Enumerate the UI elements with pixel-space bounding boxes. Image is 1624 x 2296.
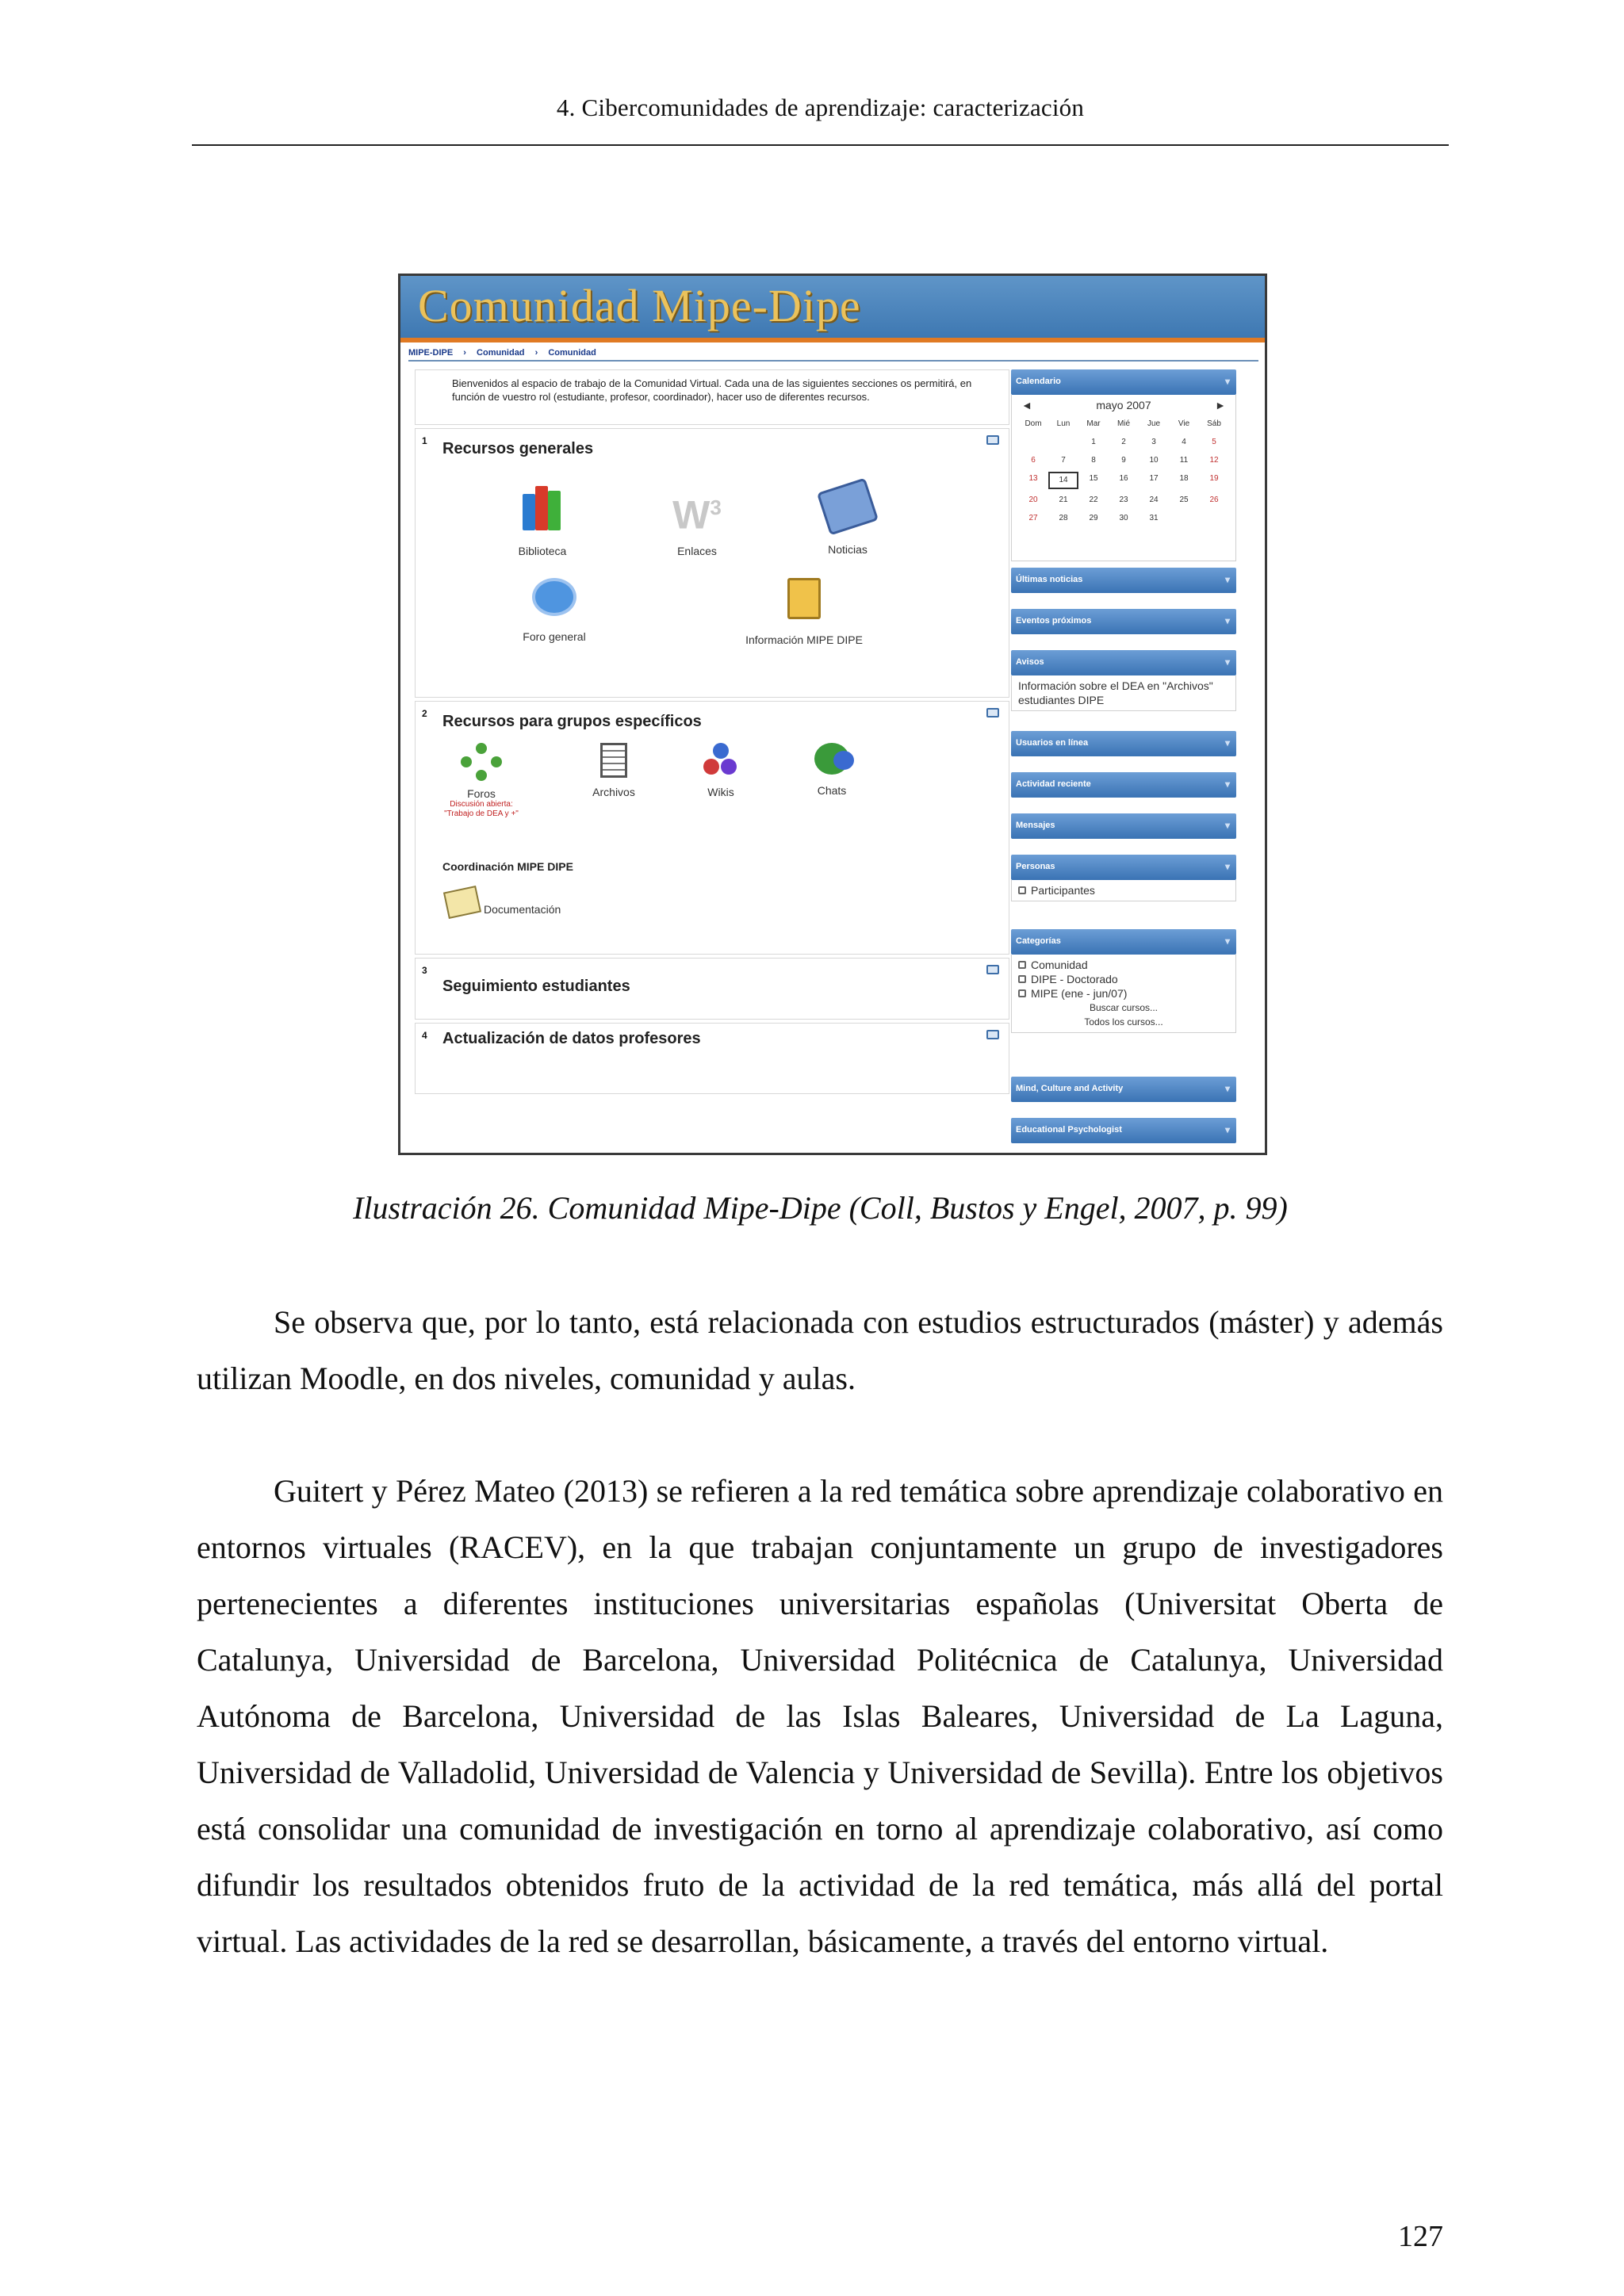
category-icon <box>1018 989 1026 997</box>
resource-label: Wikis <box>707 786 734 798</box>
coordination-heading: Coordinación MIPE DIPE <box>442 860 573 873</box>
calendar-day[interactable]: 1 <box>1091 438 1096 446</box>
calendar-day[interactable]: 19 <box>1209 474 1219 483</box>
calendar-day[interactable]: 15 <box>1089 474 1098 483</box>
calendar-day[interactable]: 16 <box>1119 474 1128 483</box>
calendar-day[interactable]: 9 <box>1121 456 1126 465</box>
participants-link[interactable] <box>1018 883 1229 897</box>
calendar-day <box>1048 435 1078 450</box>
section-number: 2 <box>422 708 427 719</box>
calendar-day[interactable]: 2 <box>1121 438 1126 446</box>
messages-block <box>1011 813 1236 839</box>
calendar-grid <box>1018 417 1229 526</box>
notices-body: Información sobre el DEA en "Archivos" estudiantes DIPE <box>1011 675 1236 711</box>
speech-bubble-icon <box>532 578 576 616</box>
calendar-day[interactable]: 10 <box>1149 456 1159 465</box>
block-header[interactable]: Categorías ▾ <box>1011 929 1236 955</box>
categories-block <box>1011 929 1236 1033</box>
resource-foro-general[interactable] <box>507 578 602 643</box>
breadcrumb <box>408 346 1258 362</box>
people-block <box>1011 855 1236 901</box>
block-header[interactable]: Mind, Culture and Activity ▾ <box>1011 1077 1236 1102</box>
wiki-icon <box>703 743 738 778</box>
chat-icon <box>814 743 849 775</box>
section-number: 1 <box>422 435 427 446</box>
calendar-day-header: Lun <box>1056 419 1071 428</box>
calendar-day <box>1199 511 1229 526</box>
calendar-day[interactable]: 25 <box>1179 496 1189 504</box>
resource-archivos[interactable] <box>574 743 653 798</box>
section-title: Recursos generales <box>442 440 594 457</box>
newspaper-icon <box>817 477 879 535</box>
breadcrumb-separator: › <box>463 348 466 358</box>
forum-note: "Trabajo de DEA y +" <box>444 809 519 818</box>
resource-biblioteca[interactable] <box>499 484 586 557</box>
resource-wikis[interactable] <box>681 743 760 798</box>
block-header[interactable]: Avisos ▾ <box>1011 650 1236 675</box>
resource-label: Archivos <box>592 786 635 798</box>
resource-informacion[interactable] <box>717 578 891 646</box>
calendar-day[interactable]: 11 <box>1179 456 1189 465</box>
upcoming-events-block <box>1011 609 1236 634</box>
block-header[interactable]: Eventos próximos ▾ <box>1011 609 1236 634</box>
breadcrumb-item[interactable]: Comunidad <box>477 348 525 358</box>
people-body <box>1011 880 1236 901</box>
calendar-day-header: Mar <box>1086 419 1101 428</box>
calendar-day[interactable]: 3 <box>1151 438 1156 446</box>
page-number: 127 <box>1398 2220 1443 2253</box>
calendar-day[interactable]: 27 <box>1028 514 1038 522</box>
breadcrumb-item[interactable]: MIPE-DIPE <box>408 348 454 358</box>
forum-tree-icon <box>458 743 505 781</box>
block-header[interactable]: Mensajes ▾ <box>1011 813 1236 839</box>
notices-block <box>1011 650 1236 711</box>
breadcrumb-item: Comunidad <box>548 348 596 358</box>
category-icon <box>1018 975 1026 983</box>
books-icon <box>519 484 565 530</box>
all-courses-link[interactable]: Todos los cursos... <box>1084 1016 1163 1027</box>
category-link[interactable] <box>1018 972 1229 986</box>
calendar-day-header: Dom <box>1025 419 1042 428</box>
section-student-tracking <box>415 958 1009 1020</box>
breadcrumb-separator: › <box>534 348 538 358</box>
ep-block <box>1011 1118 1236 1143</box>
calendar-day[interactable]: 14 <box>1048 472 1078 489</box>
category-link[interactable] <box>1018 986 1229 1001</box>
category-icon <box>1018 961 1026 969</box>
section-teacher-update <box>415 1023 1009 1094</box>
collapse-icon[interactable] <box>986 708 999 718</box>
section-general-resources <box>415 428 1009 698</box>
latest-news-block <box>1011 568 1236 593</box>
category-link[interactable] <box>1018 958 1229 972</box>
categories-body <box>1011 955 1236 1033</box>
resource-label: Foro general <box>523 630 586 643</box>
calendar-day[interactable]: 8 <box>1091 456 1096 465</box>
block-header[interactable]: Personas ▾ <box>1011 855 1236 880</box>
calendar-day[interactable]: 26 <box>1209 496 1219 504</box>
next-month-icon[interactable]: ► <box>1215 399 1226 411</box>
calendar-day[interactable]: 24 <box>1149 496 1159 504</box>
body-paragraph <box>197 1294 1443 1406</box>
search-courses-link[interactable]: Buscar cursos... <box>1089 1002 1159 1013</box>
running-header: 4. Cibercomunidades de aprendizaje: caracterización <box>556 94 1085 121</box>
folder-icon <box>443 886 481 919</box>
calendar-day[interactable]: 22 <box>1089 496 1098 504</box>
block-header[interactable]: Actividad reciente ▾ <box>1011 772 1236 798</box>
resource-enlaces[interactable] <box>653 484 741 557</box>
calendar-day <box>1169 511 1199 526</box>
resource-label: Noticias <box>828 543 868 556</box>
resource-chats[interactable] <box>792 743 871 797</box>
calendar-day[interactable]: 12 <box>1209 456 1219 465</box>
resource-noticias[interactable] <box>804 484 891 556</box>
paragraph-text: Se observa que, por lo tanto, está relacionada con estudios estructurados (máster) y además utilizan Moodle, en dos niveles, comunidad y aulas. <box>197 1304 1443 1396</box>
section-title: Actualización de datos profesores <box>442 1030 701 1047</box>
calendar-day[interactable]: 13 <box>1028 474 1038 483</box>
calendar-day[interactable]: 4 <box>1182 438 1186 446</box>
calendar-body <box>1011 395 1236 561</box>
block-header[interactable]: Educational Psychologist ▾ <box>1011 1118 1236 1143</box>
calendar-block <box>1011 369 1236 561</box>
section-title: Recursos para grupos específicos <box>442 713 702 730</box>
section-number: 4 <box>422 1030 427 1041</box>
calendar-day[interactable]: 7 <box>1061 456 1066 465</box>
document-icon <box>600 743 627 778</box>
calendar-day[interactable]: 5 <box>1212 438 1216 446</box>
calendar-day[interactable]: 31 <box>1149 514 1159 522</box>
resource-foros[interactable] <box>430 743 533 819</box>
welcome-text: Bienvenidos al espacio de trabajo de la Comunidad Virtual. Cada una de las siguientes secciones os permitirá, en función de vuestro rol (estudiante, profesor, coordinador), hacer uso de diferentes recursos. <box>415 369 1009 425</box>
calendar-day[interactable]: 21 <box>1059 496 1068 504</box>
calendar-day[interactable]: 28 <box>1059 514 1068 522</box>
people-icon <box>1018 886 1026 894</box>
category-label: Comunidad <box>1031 959 1088 971</box>
resource-label: Documentación <box>484 903 561 916</box>
prev-month-icon[interactable]: ◄ <box>1021 399 1032 411</box>
mca-block <box>1011 1077 1236 1102</box>
header-rule <box>192 144 1449 146</box>
calendar-day[interactable]: 17 <box>1149 474 1159 483</box>
resource-label: Chats <box>817 784 847 797</box>
recent-activity-block <box>1011 772 1236 798</box>
calendar-day[interactable]: 30 <box>1119 514 1128 522</box>
calendar-nav <box>1018 398 1229 412</box>
resource-documentacion[interactable] <box>446 889 561 916</box>
section-group-resources <box>415 701 1009 955</box>
collapse-icon[interactable] <box>986 435 999 445</box>
resource-label: Información MIPE DIPE <box>745 633 863 646</box>
calendar-day <box>1018 435 1048 450</box>
resource-label: Biblioteca <box>518 545 567 557</box>
calendar-day-header: Vie <box>1178 419 1190 428</box>
clipboard-icon <box>787 578 821 619</box>
calendar-day[interactable]: 18 <box>1179 474 1189 483</box>
calendar-day[interactable]: 29 <box>1089 514 1098 522</box>
banner-stripe <box>400 338 1265 342</box>
block-header[interactable]: Últimas noticias ▾ <box>1011 568 1236 593</box>
section-number: 3 <box>422 965 427 976</box>
resource-label: Enlaces <box>677 545 717 557</box>
calendar-day[interactable]: 23 <box>1119 496 1128 504</box>
site-banner <box>400 276 1265 338</box>
calendar-day-header: Sáb <box>1207 419 1221 428</box>
category-label: DIPE - Doctorado <box>1031 973 1118 985</box>
body-paragraph <box>197 1463 1443 1969</box>
calendar-day[interactable]: 20 <box>1028 496 1038 504</box>
section-title: Seguimiento estudiantes <box>442 978 630 995</box>
site-title: Comunidad Mipe-Dipe <box>418 280 861 331</box>
calendar-day-header: Jue <box>1147 419 1161 428</box>
figure-screenshot <box>398 274 1267 1155</box>
calendar-month: mayo 2007 <box>1096 399 1151 411</box>
block-header[interactable]: Usuarios en línea ▾ <box>1011 731 1236 756</box>
block-header[interactable]: Calendario ▾ <box>1011 369 1236 395</box>
paragraph-text: Guitert y Pérez Mateo (2013) se refieren a la red temática sobre aprendizaje colaborativo en entornos virtuales (RACEV), en la que trabajan conjuntamente un grupo de investigadores pertenecientes a diferentes instituciones universitarias españolas (Universitat Oberta de Catalunya, Universidad de Barcelona, Universidad Politécnica de Catalunya, Universidad Autónoma de Barcelona, Universidad de las Islas Baleares, Universidad de La Laguna, Universidad de Valladolid, Universidad de Valencia y Universidad de Sevilla). Entre los objetivos está consolidar una comunidad de investigación en torno al aprendizaje colaborativo, así como difundir los resultados obtenidos fruto de la actividad de la red temática, más allá del portal virtual. Las actividades de la red se desarrollan, básicamente, a través del entorno virtual. <box>197 1473 1443 1959</box>
w3-icon: $W^3$ <box>672 492 722 538</box>
calendar-day[interactable]: 6 <box>1031 456 1036 465</box>
participants-label: Participantes <box>1031 884 1095 897</box>
category-label: MIPE (ene - jun/07) <box>1031 987 1128 1000</box>
collapse-icon[interactable] <box>986 965 999 974</box>
collapse-icon[interactable] <box>986 1030 999 1039</box>
resource-label: Foros <box>467 787 496 800</box>
calendar-day-header: Mié <box>1116 419 1131 428</box>
forum-note: Discusión abierta: <box>450 800 513 809</box>
figure-caption: Ilustración 26. Comunidad Mipe-Dipe (Coll, Bustos y Engel, 2007, p. 99) <box>353 1190 1288 1226</box>
online-users-block <box>1011 731 1236 756</box>
